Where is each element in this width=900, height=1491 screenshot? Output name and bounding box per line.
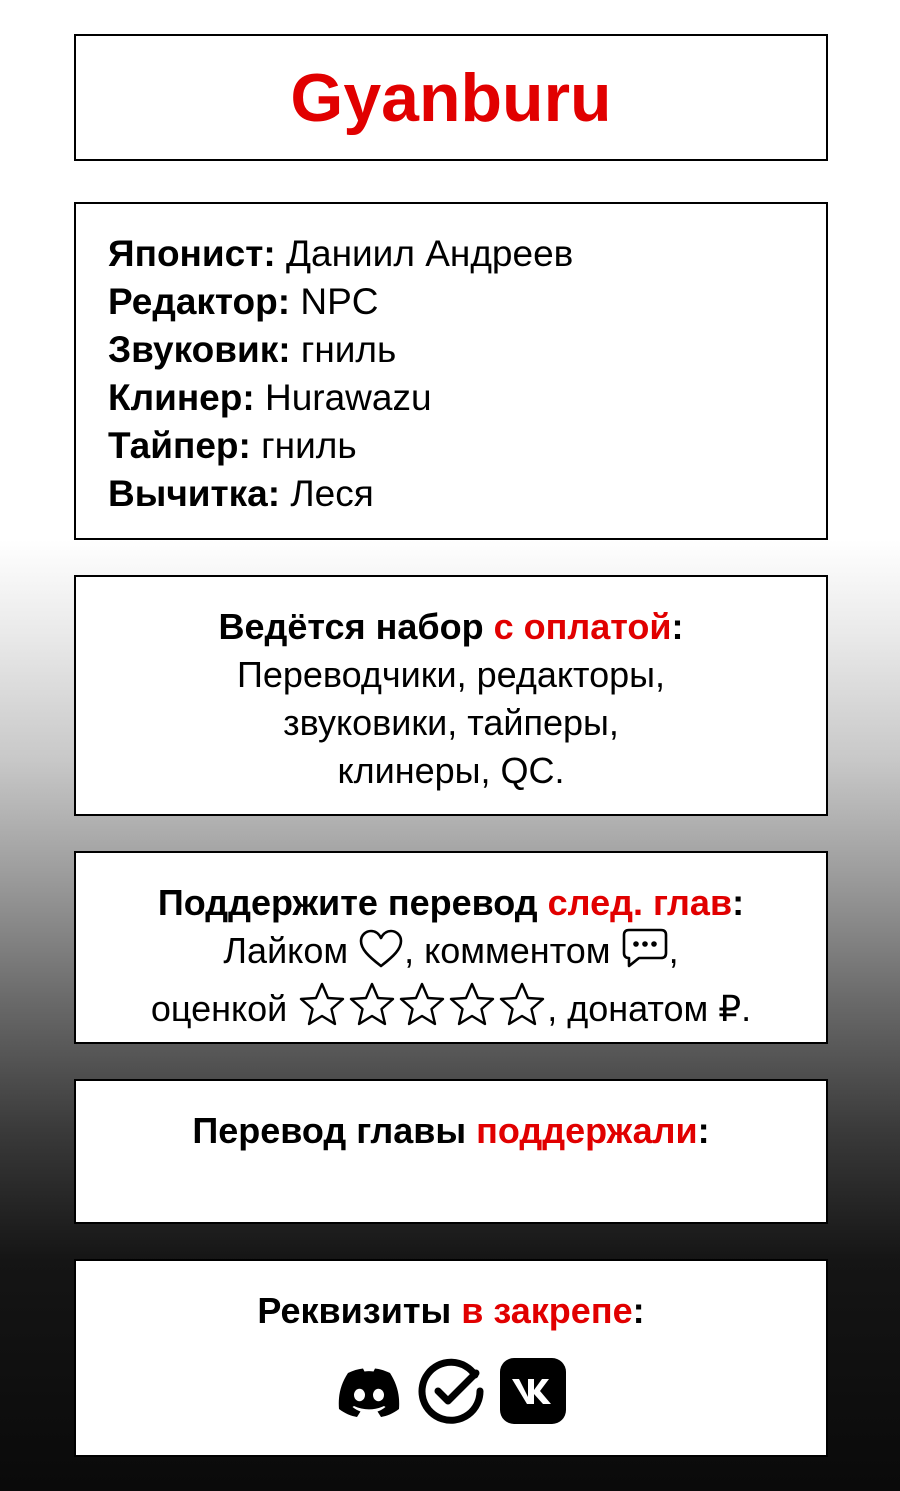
credits-box [74,202,828,540]
heading-suffix: : [697,1110,710,1151]
requisites-heading [76,1287,826,1335]
credit-role: Тайпер: [108,425,251,466]
star-icon[interactable] [447,981,497,1039]
supporters-box [74,1079,828,1224]
support-line-rating-donate [76,981,826,1039]
boosty-check-icon[interactable] [417,1357,485,1425]
supporters-heading [76,1107,826,1155]
heading-text: Реквизиты [257,1290,462,1331]
page-title: Gyanburu [290,59,612,136]
heart-icon [358,929,404,981]
heading-highlight: в закрепе [461,1290,633,1331]
recruitment-box [74,575,828,816]
title-box [74,34,828,161]
heading-suffix: : [671,606,684,647]
credit-row-japanese [108,230,826,278]
heading-suffix: : [632,1290,645,1331]
recruitment-line: клинеры, QC. [337,750,565,791]
credit-role: Вычитка: [108,473,281,514]
credit-row-editor [108,278,826,326]
star-icon[interactable] [347,981,397,1039]
heading-text: Поддержите перевод [157,882,548,923]
star-icon[interactable] [397,981,447,1039]
star-icon[interactable] [497,981,547,1039]
credit-name: гниль [300,329,397,370]
heading-highlight: с оплатой [493,606,672,647]
support-heading [76,879,826,927]
donate-text: , донатом ₽. [547,988,752,1029]
credit-name: гниль [261,425,357,466]
heading-highlight: след. глав [547,882,733,923]
credit-row-sound [108,326,826,374]
support-line-like-comment [76,927,826,981]
rating-text: оценкой [150,988,298,1029]
requisites-box [74,1259,828,1457]
heading-text: Перевод главы [192,1110,477,1151]
comment-text: , комментом [404,930,621,971]
support-box [74,851,828,1044]
vk-icon[interactable] [499,1357,567,1425]
credit-row-typer [108,422,826,470]
credit-name: Hurawazu [264,377,432,418]
heading-highlight: поддержали [476,1110,698,1151]
recruitment-line: звуковики, тайперы, [283,702,619,743]
recruitment-line: Переводчики, редакторы, [236,654,666,695]
rating-stars [297,988,547,1029]
recruitment-heading [76,603,826,651]
comment-icon [621,927,669,981]
comment-suffix: , [668,930,679,971]
credit-name: Леся [290,473,374,514]
credit-row-proofreading [108,470,826,518]
heading-text: Ведётся набор [218,606,494,647]
credit-role: Редактор: [108,281,291,322]
like-text: Лайком [223,930,359,971]
credit-row-cleaner [108,374,826,422]
heading-suffix: : [732,882,745,923]
social-links [76,1357,826,1425]
credit-name: NPC [300,281,379,322]
credit-name: Даниил Андреев [285,233,574,274]
credit-role: Звуковик: [108,329,291,370]
star-icon[interactable] [297,981,347,1039]
credit-role: Клинер: [108,377,255,418]
discord-icon[interactable] [335,1357,403,1425]
credit-role: Японист: [108,233,276,274]
